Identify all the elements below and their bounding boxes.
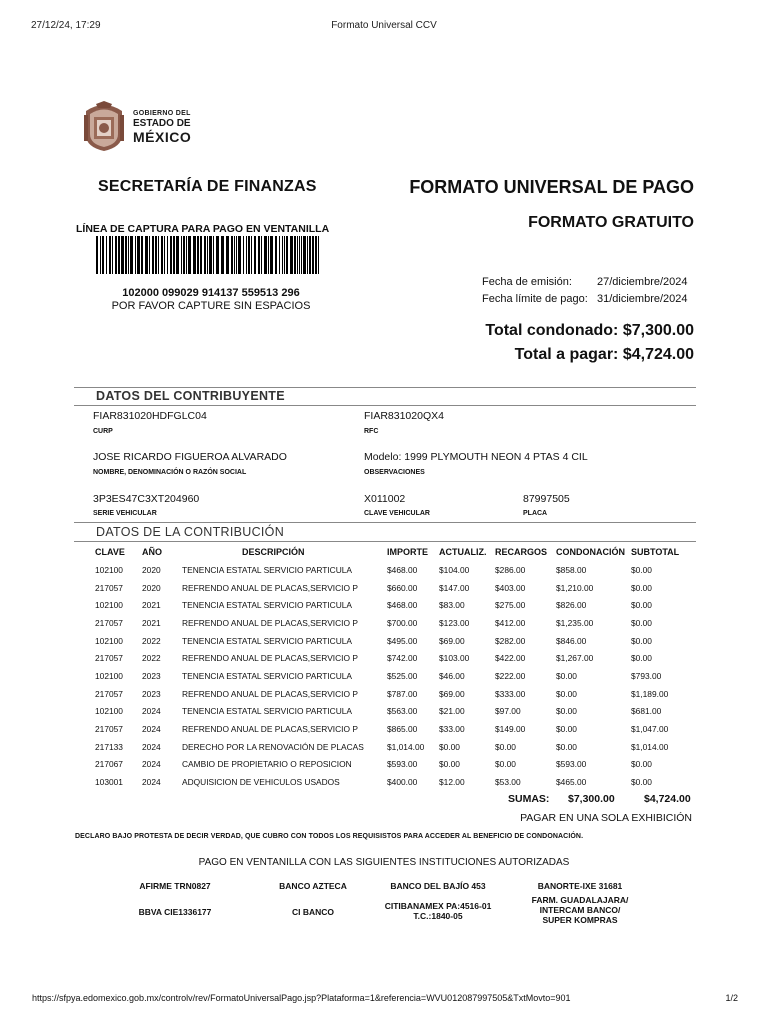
- contribucion-section-title: DATOS DE LA CONTRIBUCIÓN: [96, 525, 285, 539]
- placa-label: PLACA: [523, 510, 548, 517]
- cell-actualiz: $46.00: [439, 670, 465, 681]
- cell-ano: 2024: [142, 724, 161, 735]
- bank-cibanco: CI BANCO: [291, 907, 335, 917]
- logo-wordmark: [133, 110, 191, 144]
- serie-vehicular-label: SERIE VEHICULAR: [93, 510, 157, 517]
- cell-subtotal: $1,047.00: [631, 724, 669, 735]
- cell-ano: 2023: [142, 670, 161, 681]
- divider: [74, 541, 696, 542]
- cell-importe: $495.00: [387, 635, 418, 646]
- nombre-label: NOMBRE, DENOMINACIÓN O RAZÓN SOCIAL: [93, 469, 247, 476]
- cell-recargos: $149.00: [495, 724, 526, 735]
- cell-condonacion: $0.00: [556, 688, 577, 699]
- cell-clave: 217057: [95, 724, 123, 735]
- divider: [74, 522, 696, 523]
- cell-recargos: $0.00: [495, 759, 516, 770]
- cell-ano: 2022: [142, 635, 161, 646]
- cell-clave: 102100: [95, 706, 123, 717]
- cell-actualiz: $83.00: [439, 600, 465, 611]
- sumas-subtotal: $4,724.00: [644, 793, 691, 805]
- clave-vehicular-label: CLAVE VEHICULAR: [364, 510, 430, 517]
- cell-clave: 217133: [95, 741, 123, 752]
- col-header-clave: CLAVE: [95, 547, 125, 557]
- cell-descripcion: CAMBIO DE PROPIETARIO O REPOSICION: [182, 759, 352, 770]
- table-row: [93, 649, 691, 667]
- cell-subtotal: $1,189.00: [631, 688, 669, 699]
- fecha-limite-value: 31/diciembre/2024: [597, 293, 688, 305]
- bank-afirme: AFIRME TRN0827: [139, 881, 211, 891]
- cell-importe: $563.00: [387, 706, 418, 717]
- placa-value: 87997505: [523, 493, 570, 505]
- cell-importe: $400.00: [387, 777, 418, 788]
- bank-azteca: BANCO AZTECA: [279, 881, 347, 891]
- divider: [74, 405, 696, 406]
- cell-descripcion: REFRENDO ANUAL DE PLACAS,SERVICIO P: [182, 653, 358, 664]
- cell-subtotal: $0.00: [631, 777, 652, 788]
- bank-banorte: BANORTE-IXE 31681: [537, 881, 623, 891]
- cell-importe: $787.00: [387, 688, 418, 699]
- cell-actualiz: $104.00: [439, 564, 470, 575]
- instituciones-title: PAGO EN VENTANILLA CON LAS SIGUIENTES INSTITUCIONES AUTORIZADAS: [198, 857, 570, 868]
- fecha-limite-label: Fecha límite de pago:: [482, 293, 588, 305]
- cell-actualiz: $0.00: [439, 741, 460, 752]
- bank-farm-line-1: FARM. GUADALAJARA/: [531, 895, 629, 905]
- formato-universal-title: FORMATO UNIVERSAL DE PAGO: [409, 177, 694, 197]
- cell-ano: 2020: [142, 564, 161, 575]
- curp-label: CURP: [93, 428, 113, 435]
- cell-clave: 217067: [95, 759, 123, 770]
- cell-condonacion: $593.00: [556, 759, 587, 770]
- col-header-actualiz: ACTUALIZ.: [439, 547, 487, 557]
- cell-importe: $865.00: [387, 724, 418, 735]
- cell-descripcion: REFRENDO ANUAL DE PLACAS,SERVICIO P: [182, 724, 358, 735]
- cell-clave: 217057: [95, 582, 123, 593]
- cell-condonacion: $0.00: [556, 670, 577, 681]
- coat-of-arms-icon: [80, 101, 128, 153]
- cell-descripcion: ADQUISICION DE VEHICULOS USADOS: [182, 777, 340, 788]
- cell-actualiz: $33.00: [439, 724, 465, 735]
- cell-descripcion: TENENCIA ESTATAL SERVICIO PARTICULA: [182, 670, 353, 681]
- cell-subtotal: $793.00: [631, 670, 662, 681]
- barcode: [96, 236, 322, 274]
- cell-subtotal: $0.00: [631, 582, 652, 593]
- bank-bajio: BANCO DEL BAJÍO 453: [390, 881, 486, 891]
- sumas-condonacion: $7,300.00: [568, 793, 615, 805]
- table-row: [93, 738, 691, 756]
- table-row: [93, 632, 691, 650]
- table-row: [93, 561, 691, 579]
- bank-citibanamex-line-2: T.C.:1840-05: [413, 910, 463, 921]
- clave-vehicular-value: X011002: [364, 493, 406, 505]
- table-row: [93, 720, 691, 738]
- cell-actualiz: $21.00: [439, 706, 465, 717]
- cell-subtotal: $1,014.00: [631, 741, 669, 752]
- curp-value: FIAR831020HDFGLC04: [93, 410, 207, 422]
- bank-farm-line-2: INTERCAM BANCO/: [539, 904, 621, 915]
- serie-vehicular-value: 3P3ES47C3XT204960: [93, 493, 200, 505]
- cell-clave: 102100: [95, 564, 123, 575]
- secretaria-title: SECRETARÍA DE FINANZAS: [98, 178, 317, 195]
- cell-descripcion: TENENCIA ESTATAL SERVICIO PARTICULA: [182, 564, 353, 575]
- contribucion-table: [93, 543, 691, 791]
- observaciones-label: OBSERVACIONES: [364, 469, 425, 476]
- footer-page-number: 1/2: [725, 993, 738, 1003]
- cell-ano: 2021: [142, 600, 161, 611]
- cell-condonacion: $465.00: [556, 777, 587, 788]
- table-row: [93, 756, 691, 774]
- formato-gratuito-title: FORMATO GRATUITO: [528, 214, 694, 231]
- cell-actualiz: $123.00: [439, 617, 470, 628]
- cell-condonacion: $846.00: [556, 635, 587, 646]
- print-datetime: 27/12/24, 17:29: [31, 20, 101, 31]
- cell-ano: 2024: [142, 706, 161, 717]
- cell-importe: $742.00: [387, 653, 418, 664]
- col-header-condonacion: CONDONACIÓN: [556, 547, 625, 557]
- cell-actualiz: $103.00: [439, 653, 470, 664]
- cell-recargos: $53.00: [495, 777, 521, 788]
- cell-condonacion: $0.00: [556, 741, 577, 752]
- cell-actualiz: $0.00: [439, 759, 460, 770]
- table-row: [93, 773, 691, 791]
- bank-farm-guadalajara: [520, 896, 640, 925]
- cell-recargos: $286.00: [495, 564, 526, 575]
- bank-citibanamex-line-1: CITIBANAMEX PA:4516-01: [384, 901, 492, 911]
- cell-ano: 2024: [142, 759, 161, 770]
- cell-condonacion: $1,267.00: [556, 653, 594, 664]
- fecha-emision-value: 27/diciembre/2024: [597, 276, 688, 288]
- cell-recargos: $97.00: [495, 706, 521, 717]
- cell-recargos: $282.00: [495, 635, 526, 646]
- col-header-descripcion: DESCRIPCIÓN: [242, 547, 305, 557]
- col-header-subtotal: SUBTOTAL: [631, 547, 680, 557]
- cell-importe: $468.00: [387, 564, 418, 575]
- cell-subtotal: $0.00: [631, 653, 652, 664]
- linea-captura-note: POR FAVOR CAPTURE SIN ESPACIOS: [111, 300, 311, 312]
- cell-importe: $525.00: [387, 670, 418, 681]
- cell-condonacion: $1,210.00: [556, 582, 594, 593]
- cell-importe: $660.00: [387, 582, 418, 593]
- cell-clave: 102100: [95, 600, 123, 611]
- cell-subtotal: $0.00: [631, 635, 652, 646]
- col-header-ano: AÑO: [142, 547, 162, 557]
- cell-clave: 102100: [95, 635, 123, 646]
- total-condonado: Total condonado: $7,300.00: [485, 322, 694, 339]
- logo-line-3: MÉXICO: [133, 129, 192, 145]
- cell-ano: 2023: [142, 688, 161, 699]
- logo-line-1: GOBIERNO DEL: [133, 110, 191, 117]
- linea-captura-number: 102000 099029 914137 559513 296: [122, 287, 300, 299]
- cell-ano: 2022: [142, 653, 161, 664]
- cell-importe: $700.00: [387, 617, 418, 628]
- cell-condonacion: $0.00: [556, 724, 577, 735]
- cell-subtotal: $681.00: [631, 706, 662, 717]
- cell-importe: $468.00: [387, 600, 418, 611]
- sola-exhibicion-note: PAGAR EN UNA SOLA EXHIBICIÓN: [520, 812, 692, 824]
- fecha-emision-label: Fecha de emisión:: [482, 276, 572, 288]
- cell-descripcion: TENENCIA ESTATAL SERVICIO PARTICULA: [182, 600, 353, 611]
- rfc-value: FIAR831020QX4: [364, 410, 444, 422]
- bank-bbva: BBVA CIE1336177: [138, 907, 212, 917]
- cell-ano: 2024: [142, 741, 161, 752]
- contribuyente-section-title: DATOS DEL CONTRIBUYENTE: [96, 389, 285, 403]
- table-row: [93, 596, 691, 614]
- cell-ano: 2021: [142, 617, 161, 628]
- cell-descripcion: REFRENDO ANUAL DE PLACAS,SERVICIO P: [182, 617, 358, 628]
- cell-clave: 102100: [95, 670, 123, 681]
- cell-recargos: $222.00: [495, 670, 526, 681]
- nombre-value: JOSE RICARDO FIGUEROA ALVARADO: [93, 451, 287, 463]
- cell-descripcion: REFRENDO ANUAL DE PLACAS,SERVICIO P: [182, 582, 358, 593]
- sumas-label: SUMAS:: [508, 793, 550, 805]
- cell-subtotal: $0.00: [631, 564, 652, 575]
- cell-recargos: $403.00: [495, 582, 526, 593]
- cell-subtotal: $0.00: [631, 759, 652, 770]
- cell-importe: $1,014.00: [387, 741, 425, 752]
- cell-recargos: $412.00: [495, 617, 526, 628]
- cell-actualiz: $69.00: [439, 635, 465, 646]
- cell-recargos: $0.00: [495, 741, 516, 752]
- logo-line-2: ESTADO DE: [133, 118, 191, 129]
- table-row: [93, 579, 691, 597]
- cell-clave: 217057: [95, 653, 123, 664]
- cell-condonacion: $1,235.00: [556, 617, 594, 628]
- cell-ano: 2020: [142, 582, 161, 593]
- col-header-importe: IMPORTE: [387, 547, 429, 557]
- linea-captura-title: LÍNEA DE CAPTURA PARA PAGO EN VENTANILLA: [76, 223, 330, 235]
- table-row: [93, 667, 691, 685]
- cell-importe: $593.00: [387, 759, 418, 770]
- cell-ano: 2024: [142, 777, 161, 788]
- cell-actualiz: $69.00: [439, 688, 465, 699]
- cell-condonacion: $826.00: [556, 600, 587, 611]
- bank-farm-line-3: SUPER KOMPRAS: [542, 914, 618, 925]
- cell-condonacion: $858.00: [556, 564, 587, 575]
- observaciones-value: Modelo: 1999 PLYMOUTH NEON 4 PTAS 4 CIL: [364, 451, 588, 463]
- rfc-label: RFC: [364, 428, 379, 435]
- table-header-row: [93, 543, 691, 561]
- print-title: Formato Universal CCV: [331, 20, 437, 31]
- table-row: [93, 614, 691, 632]
- total-a-pagar: Total a pagar: $4,724.00: [514, 346, 694, 363]
- col-header-recargos: RECARGOS: [495, 547, 548, 557]
- cell-clave: 217057: [95, 688, 123, 699]
- divider: [74, 387, 696, 388]
- cell-recargos: $333.00: [495, 688, 526, 699]
- cell-recargos: $275.00: [495, 600, 526, 611]
- cell-descripcion: DERECHO POR LA RENOVACIÓN DE PLACAS: [182, 741, 364, 752]
- cell-clave: 103001: [95, 777, 123, 788]
- table-row: [93, 703, 691, 721]
- bank-citibanamex: [378, 902, 498, 922]
- cell-condonacion: $0.00: [556, 706, 577, 717]
- cell-subtotal: $0.00: [631, 600, 652, 611]
- cell-descripcion: TENENCIA ESTATAL SERVICIO PARTICULA: [182, 706, 353, 717]
- footer-url[interactable]: https://sfpya.edomexico.gob.mx/controlv/rev/FormatoUniversalPago.jsp?Plataforma=1&referencia=WVU012087997505&TxtMovto=901: [32, 993, 571, 1003]
- cell-recargos: $422.00: [495, 653, 526, 664]
- cell-actualiz: $147.00: [439, 582, 470, 593]
- table-row: [93, 685, 691, 703]
- cell-actualiz: $12.00: [439, 777, 465, 788]
- cell-descripcion: REFRENDO ANUAL DE PLACAS,SERVICIO P: [182, 688, 358, 699]
- cell-descripcion: TENENCIA ESTATAL SERVICIO PARTICULA: [182, 635, 353, 646]
- cell-subtotal: $0.00: [631, 617, 652, 628]
- declaro-statement: DECLARO BAJO PROTESTA DE DECIR VERDAD, QUE CUBRO CON TODOS LOS REQUISISTOS PARA ACCEDER AL BENEFICIO DE CONDONACIÓN.: [75, 833, 584, 840]
- cell-clave: 217057: [95, 617, 123, 628]
